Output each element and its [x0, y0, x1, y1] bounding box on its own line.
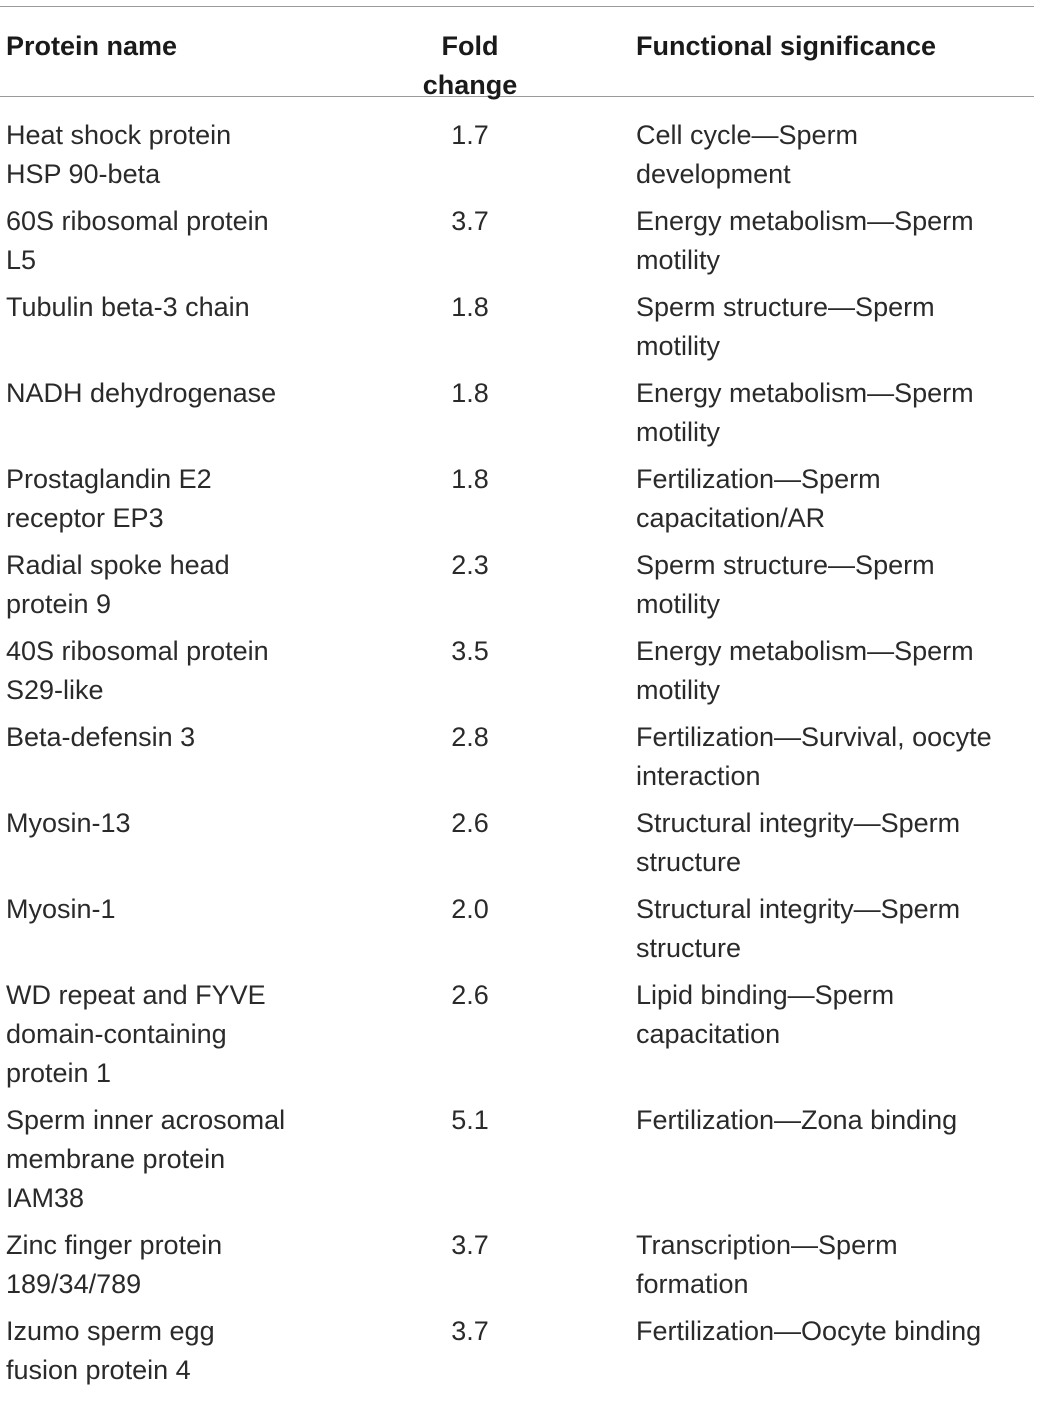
protein-name-cell: Izumo sperm egg fusion protein 4	[6, 1316, 215, 1385]
function-cell: Structural integrity—Sperm structure	[636, 808, 961, 877]
header-protein-name: Protein name	[6, 31, 178, 61]
fold-change-cell: 5.1	[451, 1105, 489, 1135]
protein-name-cell: 60S ribosomal protein L5	[6, 206, 269, 275]
function-cell: Fertilization—Zona binding	[636, 1105, 958, 1135]
fold-change-cell: 2.6	[451, 808, 489, 838]
table-row	[0, 460, 1034, 538]
function-cell: Energy metabolism—Sperm motility	[636, 378, 974, 447]
function-cell: Lipid binding—Sperm capacitation	[636, 980, 895, 1049]
table-header	[0, 7, 1034, 100]
header-fold-change: Fold change	[422, 31, 518, 100]
table-row	[0, 1101, 1034, 1218]
fold-change-cell: 2.3	[451, 550, 489, 580]
table-body	[0, 97, 1034, 1390]
table-row	[0, 1312, 1034, 1390]
fold-change-cell: 2.8	[451, 722, 489, 752]
protein-name-cell: WD repeat and FYVE domain-containing protein 1	[6, 980, 266, 1088]
protein-name-cell: Myosin-1	[6, 894, 116, 924]
protein-name-cell: Prostaglandin E2 receptor EP3	[6, 464, 212, 533]
table-row	[0, 202, 1034, 280]
function-cell: Cell cycle—Sperm development	[636, 120, 859, 189]
table-row	[0, 718, 1034, 796]
function-cell: Sperm structure—Sperm motility	[636, 292, 935, 361]
function-cell: Energy metabolism—Sperm motility	[636, 636, 974, 705]
table-row	[0, 1226, 1034, 1304]
fold-change-cell: 1.8	[451, 378, 489, 408]
function-cell: Fertilization—Sperm capacitation/AR	[636, 464, 881, 533]
protein-name-cell: NADH dehydrogenase	[6, 378, 277, 408]
table-row	[0, 288, 1034, 366]
fold-change-cell: 3.7	[451, 206, 489, 236]
protein-name-cell: Tubulin beta-3 chain	[6, 292, 250, 322]
fold-change-cell: 3.7	[451, 1316, 489, 1346]
protein-name-cell: Heat shock protein HSP 90-beta	[6, 120, 232, 189]
header-functional-significance: Functional significance	[636, 31, 937, 61]
fold-change-cell: 1.7	[451, 120, 489, 150]
function-cell: Structural integrity—Sperm structure	[636, 894, 961, 963]
function-cell: Sperm structure—Sperm motility	[636, 550, 935, 619]
fold-change-cell: 1.8	[451, 292, 489, 322]
protein-name-cell: Sperm inner acrosomal membrane protein IAM38	[6, 1105, 286, 1213]
fold-change-cell: 3.7	[451, 1230, 489, 1260]
protein-name-cell: Myosin-13	[6, 808, 131, 838]
table-row	[0, 374, 1034, 452]
table-row	[0, 976, 1034, 1093]
table-row	[0, 116, 1034, 194]
protein-name-cell: Radial spoke head protein 9	[6, 550, 230, 619]
protein-name-cell: Beta-defensin 3	[6, 722, 196, 752]
protein-name-cell: 40S ribosomal protein S29-like	[6, 636, 269, 705]
protein-name-cell: Zinc finger protein 189/34/789	[6, 1230, 223, 1299]
function-cell: Energy metabolism—Sperm motility	[636, 206, 974, 275]
table-row	[0, 890, 1034, 968]
table-row	[0, 632, 1034, 710]
table-row	[0, 546, 1034, 624]
function-cell: Fertilization—Oocyte binding	[636, 1316, 982, 1346]
function-cell: Fertilization—Survival, oocyte interaction	[636, 722, 992, 791]
fold-change-cell: 1.8	[451, 464, 489, 494]
fold-change-cell: 2.0	[451, 894, 489, 924]
function-cell: Transcription—Sperm formation	[636, 1230, 898, 1299]
table-row	[0, 804, 1034, 882]
fold-change-cell: 3.5	[451, 636, 489, 666]
fold-change-cell: 2.6	[451, 980, 489, 1010]
